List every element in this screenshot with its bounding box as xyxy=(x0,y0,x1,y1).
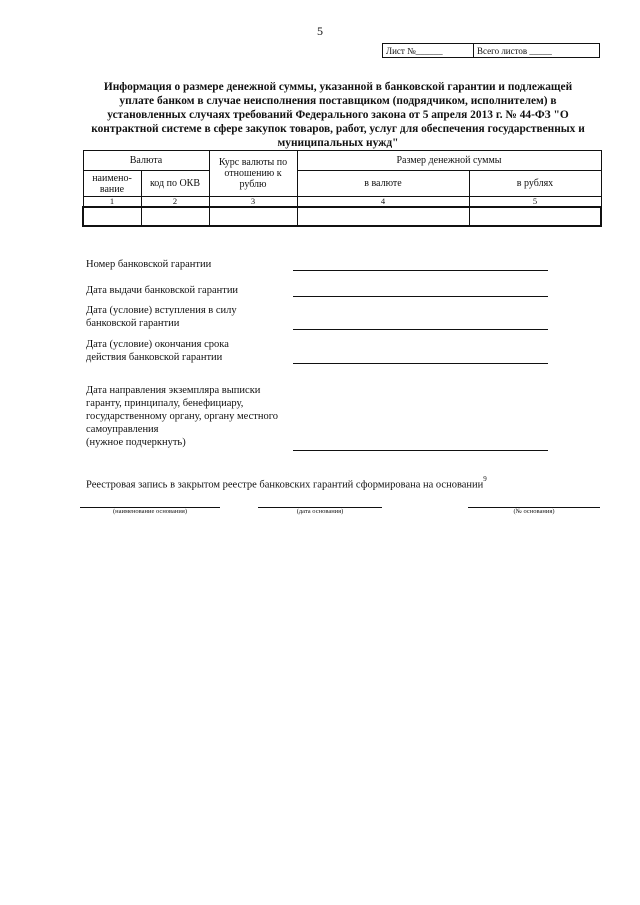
issue-date-field[interactable] xyxy=(293,296,548,297)
sheet-info-box xyxy=(382,43,600,58)
expiry-date-field[interactable] xyxy=(293,363,548,364)
cell-amount-in-rubles[interactable] xyxy=(469,207,601,226)
registry-text: Реестровая запись в закрытом реестре банковских гарантий сформирована на основании xyxy=(86,479,484,491)
sending-date-line: (нужное подчеркнуть) xyxy=(86,437,186,448)
header-in-rubles: в рублях xyxy=(469,171,601,197)
column-number: 2 xyxy=(141,197,209,208)
document-heading: Информация о размере денежной суммы, указанной в банковской гарантии и подлежащей уплате банком в случае неисполнения поставщиком (подрядчиком, исполнителем) в установленных случаях требований Федерального закона от 5 апреля 2013 г. № 44-ФЗ "О контрактной системе в сфере закупок товаров, работ, услуг для обеспечения государственных и муниципальных нужд" xyxy=(91,81,585,149)
column-number: 1 xyxy=(83,197,141,208)
cell-exchange-rate[interactable] xyxy=(209,207,297,226)
column-number: 5 xyxy=(469,197,601,208)
cell-currency-name[interactable] xyxy=(83,207,141,226)
column-number: 3 xyxy=(209,197,297,208)
effective-date-field[interactable] xyxy=(293,329,548,330)
sending-date-field[interactable] xyxy=(293,450,548,451)
effective-date-label: Дата (условие) вступления в силу банковской гарантии xyxy=(86,305,237,329)
expiry-date-label: Дата (условие) окончания срока действия банковской гарантии xyxy=(86,339,229,363)
sending-date-line: самоуправления xyxy=(86,424,159,435)
header-exchange-rate: Курс валюты по отношению к рублю xyxy=(209,151,297,197)
page-number: 5 xyxy=(317,24,323,38)
sheet-number: Лист №______ xyxy=(386,46,443,56)
header-okv-code: код по ОКВ xyxy=(141,171,209,197)
currency-table xyxy=(82,150,602,227)
total-sheets: Всего листов _____ xyxy=(473,44,555,57)
cell-okv-code[interactable] xyxy=(141,207,209,226)
sending-date-label xyxy=(86,384,301,449)
basis-name-caption: (наименование основания) xyxy=(112,508,188,515)
sending-date-line: государственному органу, органу местного xyxy=(86,411,279,422)
column-number: 4 xyxy=(297,197,469,208)
registry-statement xyxy=(86,477,487,491)
header-amount: Размер денежной суммы xyxy=(297,151,601,171)
basis-number-caption: (№ основания) xyxy=(513,508,555,515)
footnote-marker: 9 xyxy=(483,475,487,483)
guarantee-number-field[interactable] xyxy=(293,270,548,271)
basis-date-caption: (дата основания) xyxy=(296,508,344,515)
header-in-currency: в валюте xyxy=(297,171,469,197)
sending-date-line: Дата направления экземпляра выписки xyxy=(86,385,261,396)
issue-date-label: Дата выдачи банковской гарантии xyxy=(86,285,239,296)
cell-amount-in-currency[interactable] xyxy=(297,207,469,226)
guarantee-number-label: Номер банковской гарантии xyxy=(86,259,212,270)
header-currency-name: наимено-вание xyxy=(83,171,141,197)
sending-date-line: гаранту, принципалу, бенефициару, xyxy=(86,398,244,409)
header-currency: Валюта xyxy=(83,151,209,171)
